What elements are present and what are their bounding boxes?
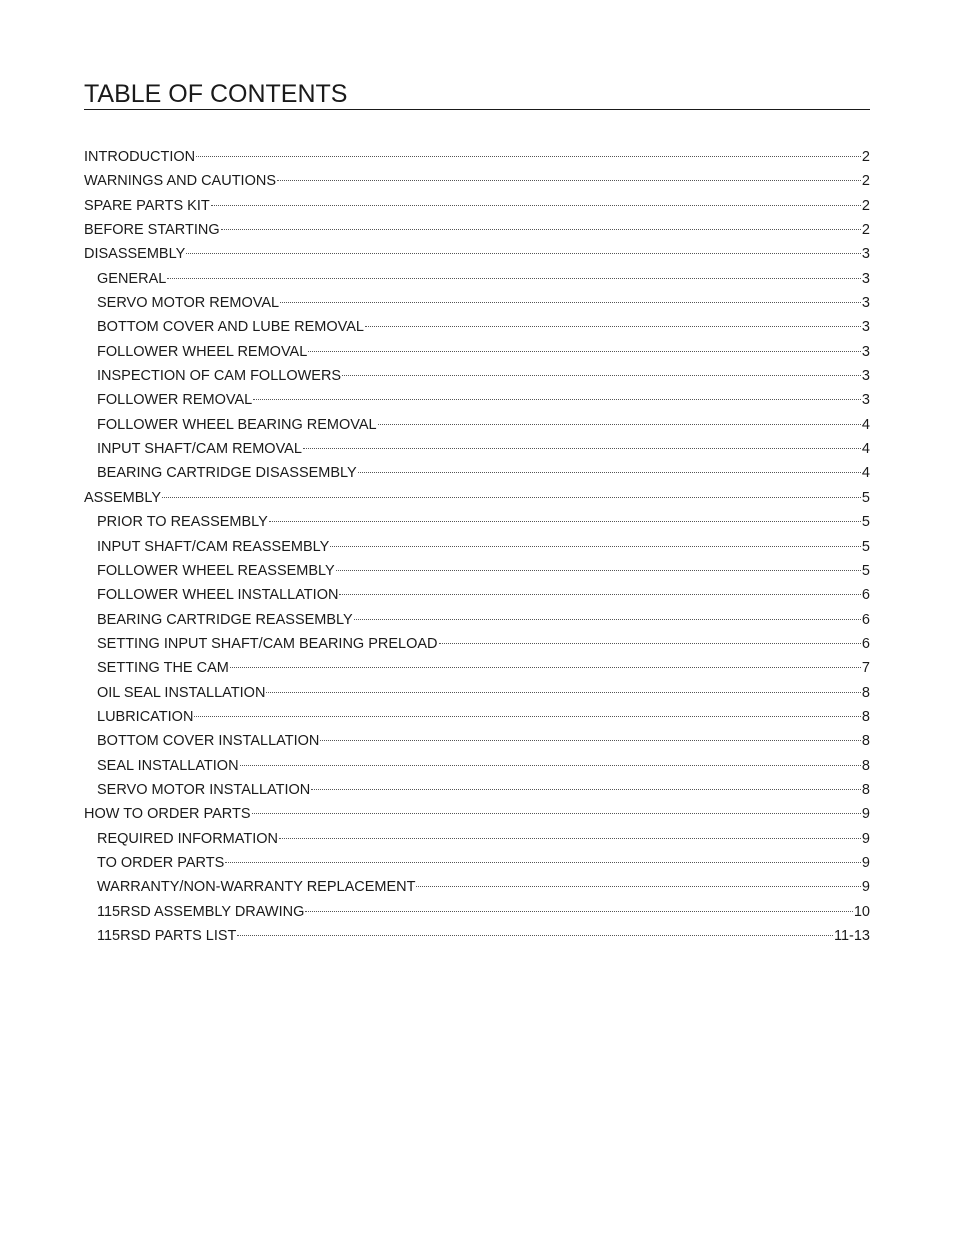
dot-leader (269, 520, 861, 522)
toc-entry-page: 6 (861, 635, 870, 652)
toc-entry (84, 218, 870, 242)
toc-entry-label: WARNINGS AND CAUTIONS (84, 173, 277, 190)
toc-entry-page: 3 (861, 392, 870, 409)
toc-entry-page: 8 (861, 757, 870, 774)
toc-entry-label: ASSEMBLY (84, 489, 162, 506)
toc-entry (84, 608, 870, 632)
toc-entry-label: INTRODUCTION (84, 149, 196, 165)
toc-entry-page: 2 (861, 173, 870, 190)
toc-entry-page: 8 (861, 781, 870, 798)
toc-entry-page: 8 (861, 733, 870, 750)
toc-entry-page: 6 (861, 587, 870, 604)
toc-entry-page: 9 (861, 806, 870, 823)
toc-entry-label: LUBRICATION (97, 708, 194, 725)
toc-entry (84, 851, 870, 875)
toc-entry-page: 7 (861, 660, 870, 677)
dot-leader (211, 204, 861, 206)
toc-entry-label: REQUIRED INFORMATION (97, 830, 278, 847)
toc-entry (84, 267, 870, 291)
dot-leader (237, 934, 833, 936)
toc-entry-page: 5 (861, 562, 870, 579)
dot-leader (330, 545, 861, 547)
toc-entry-page: 9 (861, 854, 870, 871)
dot-leader (358, 471, 861, 473)
toc-entry (84, 681, 870, 705)
toc-entry-label: SERVO MOTOR REMOVAL (97, 295, 280, 312)
toc-entry (84, 145, 870, 169)
dot-leader (240, 764, 861, 766)
toc-entry-label: WARRANTY/NON-WARRANTY REPLACEMENT (97, 879, 416, 896)
toc-entry-page: 5 (861, 489, 870, 506)
toc-entry-label: PRIOR TO REASSEMBLY (97, 514, 268, 531)
toc-entry-page: 4 (861, 465, 870, 482)
toc-entry (84, 169, 870, 193)
dot-leader (252, 812, 861, 814)
toc-entry (84, 194, 870, 218)
toc-entry-label: 115RSD ASSEMBLY DRAWING (97, 903, 305, 920)
toc-entry-page: 3 (861, 319, 870, 336)
toc-entry-page: 3 (861, 368, 870, 385)
toc-entry (84, 754, 870, 778)
toc-list (84, 145, 870, 948)
toc-entry-label: 115RSD PARTS LIST (97, 928, 237, 944)
toc-entry-label: BOTTOM COVER AND LUBE REMOVAL (97, 319, 364, 336)
toc-entry-page: 11-13 (833, 928, 870, 944)
toc-entry (84, 510, 870, 534)
toc-entry-label: INPUT SHAFT/CAM REASSEMBLY (97, 538, 330, 555)
toc-entry-page: 8 (861, 708, 870, 725)
toc-entry-page: 4 (861, 441, 870, 458)
toc-entry (84, 559, 870, 583)
toc-entry-page: 5 (861, 514, 870, 531)
toc-entry (84, 729, 870, 753)
toc-entry-label: GENERAL (97, 270, 167, 287)
toc-entry-label: SETTING INPUT SHAFT/CAM BEARING PRELOAD (97, 635, 438, 652)
dot-leader (277, 179, 861, 181)
dot-leader (221, 228, 861, 230)
dot-leader (342, 374, 861, 376)
toc-entry (84, 535, 870, 559)
toc-entry-label: FOLLOWER WHEEL REASSEMBLY (97, 562, 335, 579)
toc-entry-page: 6 (861, 611, 870, 628)
dot-leader (416, 885, 860, 887)
toc-entry (84, 461, 870, 485)
toc-entry-page: 5 (861, 538, 870, 555)
dot-leader (225, 861, 861, 863)
toc-entry (84, 656, 870, 680)
dot-leader (196, 155, 861, 157)
toc-entry (84, 388, 870, 412)
toc-entry-page: 9 (861, 879, 870, 896)
dot-leader (365, 325, 861, 327)
toc-entry-label: SERVO MOTOR INSTALLATION (97, 781, 311, 798)
toc-entry-page: 3 (861, 246, 870, 263)
dot-leader (230, 666, 861, 668)
toc-entry (84, 583, 870, 607)
dot-leader (186, 252, 861, 254)
title-underline (84, 109, 870, 110)
toc-entry (84, 315, 870, 339)
toc-entry-page: 2 (861, 149, 870, 165)
toc-entry (84, 802, 870, 826)
toc-entry-label: BEARING CARTRIDGE DISASSEMBLY (97, 465, 357, 482)
toc-entry-label: INSPECTION OF CAM FOLLOWERS (97, 368, 342, 385)
toc-entry-page: 10 (853, 903, 870, 920)
dot-leader (194, 715, 861, 717)
toc-entry-label: OIL SEAL INSTALLATION (97, 684, 266, 701)
page-title: TABLE OF CONTENTS (84, 80, 348, 108)
toc-entry (84, 340, 870, 364)
toc-entry-label: FOLLOWER WHEEL BEARING REMOVAL (97, 416, 377, 433)
dot-leader (439, 642, 861, 644)
toc-entry-label: FOLLOWER REMOVAL (97, 392, 253, 409)
toc-entry (84, 632, 870, 656)
toc-entry (84, 291, 870, 315)
dot-leader (320, 739, 861, 741)
dot-leader (162, 496, 861, 498)
toc-entry (84, 364, 870, 388)
toc-entry-label: FOLLOWER WHEEL INSTALLATION (97, 587, 339, 604)
toc-entry-page: 4 (861, 416, 870, 433)
toc-entry (84, 486, 870, 510)
toc-entry (84, 778, 870, 802)
dot-leader (266, 691, 861, 693)
dot-leader (253, 398, 861, 400)
toc-entry (84, 242, 870, 266)
dot-leader (354, 618, 861, 620)
toc-entry-label: SPARE PARTS KIT (84, 197, 210, 214)
toc-entry-page: 2 (861, 197, 870, 214)
toc-entry-label: HOW TO ORDER PARTS (84, 806, 251, 823)
dot-leader (336, 569, 861, 571)
toc-entry (84, 705, 870, 729)
toc-entry (84, 900, 870, 924)
toc-entry-label: BEFORE STARTING (84, 222, 220, 239)
dot-leader (378, 423, 861, 425)
toc-entry-label: BOTTOM COVER INSTALLATION (97, 733, 320, 750)
toc-entry (84, 437, 870, 461)
toc-entry-label: TO ORDER PARTS (97, 854, 225, 871)
toc-entry-page: 2 (861, 222, 870, 239)
toc-entry-page: 3 (861, 343, 870, 360)
toc-entry (84, 924, 870, 948)
toc-entry (84, 827, 870, 851)
toc-entry-label: FOLLOWER WHEEL REMOVAL (97, 343, 308, 360)
dot-leader (167, 277, 861, 279)
dot-leader (303, 447, 861, 449)
dot-leader (339, 593, 860, 595)
dot-leader (279, 837, 861, 839)
dot-leader (311, 788, 861, 790)
toc-entry-page: 9 (861, 830, 870, 847)
toc-entry-page: 8 (861, 684, 870, 701)
toc-entry-label: SETTING THE CAM (97, 660, 229, 677)
toc-entry-page: 3 (861, 295, 870, 312)
toc-entry-label: INPUT SHAFT/CAM REMOVAL (97, 441, 302, 458)
toc-entry-label: BEARING CARTRIDGE REASSEMBLY (97, 611, 353, 628)
toc-entry-label: DISASSEMBLY (84, 246, 186, 263)
dot-leader (305, 910, 852, 912)
toc-entry-label: SEAL INSTALLATION (97, 757, 239, 774)
toc-entry (84, 413, 870, 437)
dot-leader (308, 350, 861, 352)
toc-entry (84, 875, 870, 899)
dot-leader (280, 301, 861, 303)
toc-entry-page: 3 (861, 270, 870, 287)
